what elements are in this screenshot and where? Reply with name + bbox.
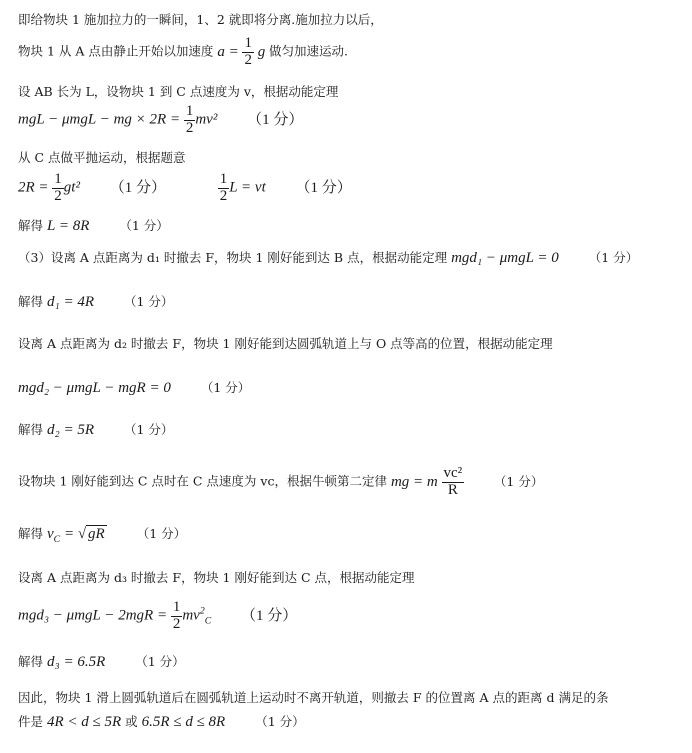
text-solve: 解得 [18,654,44,669]
frac-num: 1 [54,171,62,187]
text-line-L-result [18,216,169,235]
eq-vc-result [47,526,107,545]
eq-fall-lhs: 2R = [18,179,49,196]
frac-num: 1 [219,171,228,187]
text-solve: 解得 [18,294,44,309]
eq-d2: mgd₂ − μmgL − mgR = 0 [18,380,171,396]
eq-a-lhs: a = [217,43,239,60]
eq-d3-lhs: mgd₃ − μmgL − 2mgR = [18,607,168,624]
text-line-1: 即给物块 1 施加拉力的一瞬间，1、2 就即将分离.施加拉力以后， [18,12,383,27]
text-line-vc-result [18,524,186,545]
frac-den: 2 [219,187,228,204]
eq-range-2: 6.5R ≤ d ≤ 8R [141,714,226,730]
eq-newton [390,465,468,498]
text-line-newton [18,466,543,499]
text-line-d1-result [18,292,173,311]
text-newton-intro: 设物块 1 刚好能到达 C 点时在 C 点速度为 vc，根据牛顿第二定律 [18,473,387,489]
score-badge: （1 分） [247,111,304,128]
eq-energy-lhs: mgL − μmgL − mg × 2R = [18,111,181,128]
text-solve: 解得 [18,422,44,437]
text-line-d2-intro: 设离 A 点距离为 d₂ 时撤去 F，物块 1 刚好能到达圆弧轨道上与 O 点等高的位置，根据动能定理 [18,336,553,351]
score-badge: （1 分） [588,250,639,265]
eq-newton-lhs: mg = m [390,473,438,490]
eq-fall-rhs: gt² [63,179,80,196]
score-badge: （1 分） [119,218,169,233]
text-solve: 解得 [18,526,44,541]
eq-a-rhs: g [257,43,266,60]
frac-newton [442,466,465,499]
text-line-d3-result [18,652,185,671]
eq-d2-line [18,378,250,397]
frac-den: R [442,482,465,499]
sqrt-symbol: √ [77,526,87,542]
text-or: 或 [125,714,138,729]
text-line-part3 [18,248,638,267]
frac-half-d3 [171,600,183,633]
score-badge: （1 分） [493,473,544,489]
eq-d1-result: d₁ = 4R [47,294,94,310]
text-condition: 件是 [18,714,44,729]
eq-L-result: L = 8R [47,218,90,234]
text-line-2 [18,36,348,69]
frac-half-fall [52,172,64,205]
score-badge: （1 分） [255,714,305,729]
score-badge: （1 分） [123,294,174,309]
eq-range-1: 4R < d ≤ 5R [47,714,122,730]
frac-half-a [242,36,254,69]
score-badge: （1 分） [135,654,185,669]
eq-vc-equals: = [60,526,75,542]
frac-num: 1 [185,103,194,119]
text-part3-intro: （3）设离 A 点距离为 d₁ 时撤去 F，物块 1 刚好能到达 B 点，根据动能定理 [18,250,448,265]
text-solve: 解得 [18,218,44,233]
eq-d1: mgd₁ − μmgL = 0 [451,250,559,266]
frac-den: 2 [54,187,62,204]
text-line-4: 从 C 点做平抛运动，根据题意 [18,150,186,165]
eq-d3-sup: 2 [199,605,205,617]
score-badge: （1 分） [240,607,298,624]
eq-vc-symbol: v [47,526,54,542]
score-badge: （1 分） [200,380,251,395]
frac-den: 2 [185,119,194,136]
eq-energy-theorem [18,104,303,137]
text-line-3: 设 AB 长为 L，设物块 1 到 C 点速度为 v，根据动能定理 [18,84,339,99]
text-line-range [18,712,305,731]
score-badge: （1 分） [123,422,174,437]
score-badge: （1 分） [109,179,166,196]
eq-projectile [18,172,352,205]
eq-d2-result: d₂ = 5R [47,422,94,438]
eq-d3-result: d₃ = 6.5R [47,654,106,670]
frac-half-energy [184,104,196,137]
frac-den: 2 [172,615,181,632]
eq-vc-sub: C [53,534,61,545]
frac-den: 2 [244,51,252,68]
score-badge: （1 分） [295,179,352,196]
sqrt-radicand: gR [88,526,105,542]
frac-num: 1 [172,599,181,615]
text-line-d2-result [18,420,173,439]
frac-num: vc² [443,465,463,481]
eq-d3-sub: C [204,615,212,627]
frac-num: 1 [244,35,252,51]
frac-half-horiz [218,172,230,205]
text-line-conclusion: 因此，物块 1 滑上圆弧轨道后在圆弧轨道上运动时不离开轨道，则撤去 F 的位置离 A 点的距离 d 满足的条 [18,690,609,705]
score-badge: （1 分） [136,526,187,541]
eq-d3-line [18,600,297,633]
eq-energy-rhs: mv² [195,111,218,128]
eq-horiz-rhs: L = vt [229,179,266,196]
eq-d3-rhs: mv [182,607,200,624]
text-accel-intro: 物块 1 从 A 点由静止开始以加速度 [18,43,214,59]
text-line-d3-intro: 设离 A 点距离为 d₃ 时撤去 F，物块 1 刚好能到达 C 点，根据动能定理 [18,570,415,585]
eq-acceleration [217,35,269,68]
text-accel-tail: 做匀加速运动. [268,43,348,59]
